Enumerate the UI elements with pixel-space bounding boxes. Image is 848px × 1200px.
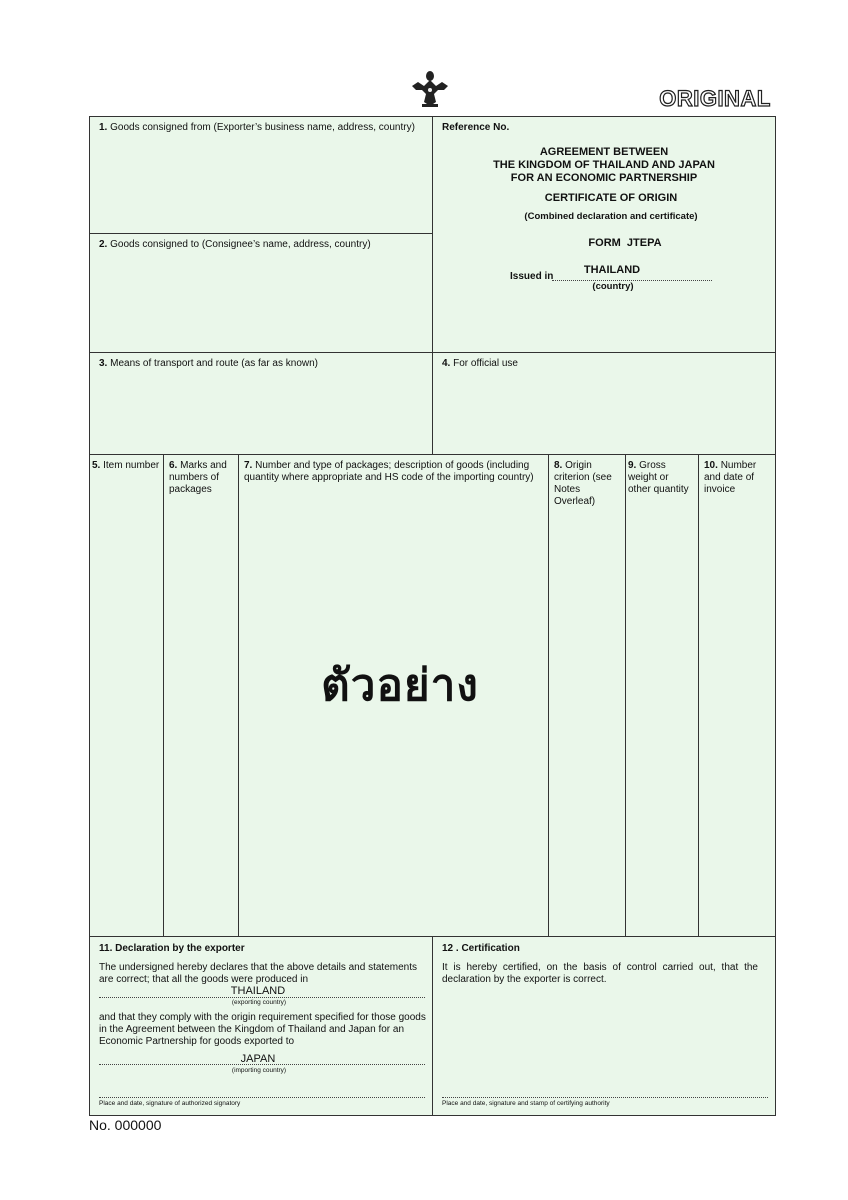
agreement-title: AGREEMENT BETWEEN THE KINGDOM OF THAILAND AND JAPAN FOR AN ECONOMIC PARTNERSHIP bbox=[493, 146, 715, 184]
box4-label: 4. For official use bbox=[442, 358, 518, 369]
box2-label: 2. Goods consigned to (Consignee’s name, address, country) bbox=[99, 239, 371, 250]
country-caption: (country) bbox=[592, 281, 634, 292]
col6-header: 6. Marks and numbers of packages bbox=[169, 460, 227, 495]
box11-title: 11. Declaration by the exporter bbox=[99, 943, 245, 954]
box12-title: 12 . Certification bbox=[442, 943, 520, 954]
col5-header: 5. Item number bbox=[92, 460, 160, 471]
box11-text2: and that they comply with the origin requirement specified for those goods in the Agreement between the Kingdom of Thailand and Japan for an Economic Partnership for goods exported to bbox=[99, 1012, 426, 1047]
box12-text: It is hereby certified, on the basis of control carried out, that the declaration by the exporter is correct. bbox=[442, 962, 758, 985]
col9-header: 9. Gross weight or other quantity bbox=[628, 460, 689, 495]
produced-in-value: THAILAND bbox=[230, 985, 286, 997]
combined-declaration-caption: (Combined declaration and certificate) bbox=[524, 211, 698, 222]
exported-to-dotted-line bbox=[99, 1064, 425, 1065]
box3-label: 3. Means of transport and route (as far as known) bbox=[99, 358, 319, 369]
exported-to-value: JAPAN bbox=[240, 1053, 276, 1065]
serial-number: No. 000000 bbox=[89, 1117, 162, 1133]
authority-signature-caption: Place and date, signature and stamp of certifying authority bbox=[442, 1100, 610, 1107]
col10-header: 10. Number and date of invoice bbox=[704, 460, 757, 495]
importing-country-caption: (importing country) bbox=[231, 1067, 287, 1074]
issued-in-value: THAILAND bbox=[583, 264, 641, 276]
original-label: ORIGINAL bbox=[659, 86, 771, 111]
sample-watermark: ตัวอย่าง bbox=[321, 660, 479, 711]
col7-header: 7. Number and type of packages; description of goods (including quantity where appropriate and HS code of the importing country) bbox=[244, 460, 534, 483]
exporter-signature-line bbox=[99, 1097, 425, 1098]
exporter-signature-caption: Place and date, signature of authorized signatory bbox=[99, 1100, 241, 1107]
box1-label: 1. Goods consigned from (Exporter’s business name, address, country) bbox=[99, 122, 415, 133]
exporting-country-caption: (exporting country) bbox=[231, 999, 287, 1006]
issued-in-label: Issued in bbox=[510, 271, 554, 282]
certificate-of-origin-title: CERTIFICATE OF ORIGIN bbox=[544, 192, 678, 204]
produced-in-dotted-line bbox=[99, 997, 425, 998]
garuda-emblem-icon bbox=[408, 68, 452, 108]
reference-no-label: Reference No. bbox=[442, 122, 510, 133]
col8-header: 8. Origin criterion (see Notes Overleaf) bbox=[554, 460, 612, 507]
box11-text1: The undersigned hereby declares that the above details and statements are correct; that all the goods were produced in bbox=[99, 962, 417, 985]
authority-signature-line bbox=[442, 1097, 768, 1098]
form-name: FORM JTEPA bbox=[588, 237, 662, 249]
